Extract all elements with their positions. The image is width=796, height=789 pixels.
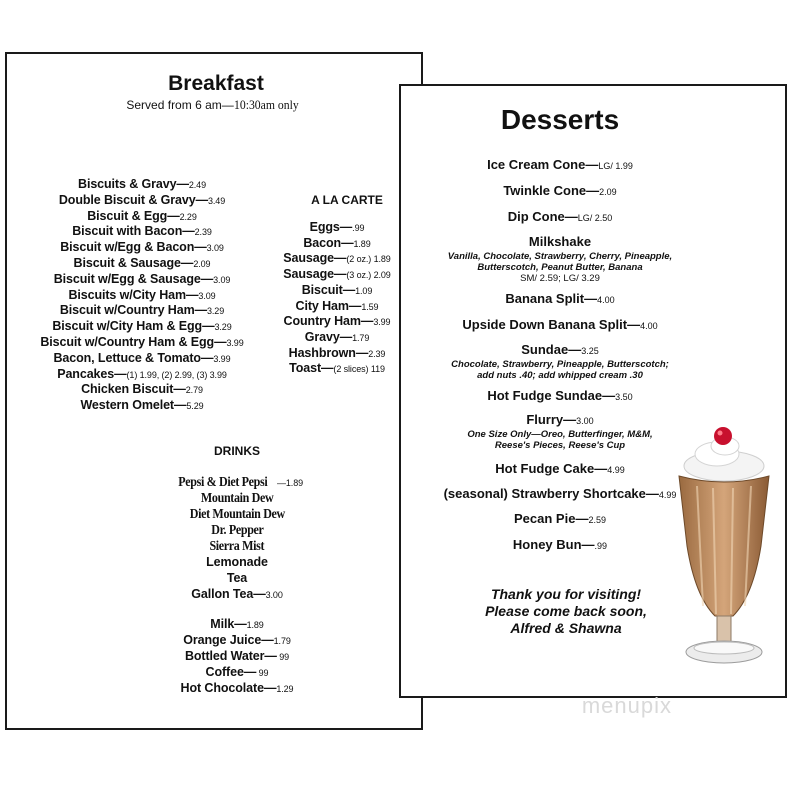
menu-item-name: Biscuit w/Egg & Bacon— [60,240,207,255]
menu-item-name: Biscuits & Gravy— [78,177,189,191]
a-la-carte-item [267,236,407,250]
menu-item-price: 3.99 [226,338,244,348]
menu-item-name: Biscuit & Sausage— [73,256,194,270]
drink-item [137,665,337,679]
thanks-line: Alfred & Shawna [510,620,622,636]
drink-item [137,681,337,695]
a-la-carte-item [267,267,407,281]
dessert-item [401,156,719,174]
dessert-price: 3.50 [615,392,633,402]
dessert-name: Hot Fudge Sundae— [487,388,616,403]
dessert-name: Milkshake [528,234,592,249]
menu-item-price: 3.49 [208,195,226,206]
breakfast-hours-prefix: Served from 6 am— [126,98,234,112]
menu-item-name: Toast— [289,361,334,376]
menu-item-name: Lemonade [206,555,268,569]
a-la-carte-item [267,314,407,328]
menu-item-name: City Ham— [295,298,362,313]
menu-item-price: 1.59 [361,301,379,312]
dessert-description: Chocolate, Strawberry, Pineapple, Butterscotch; [451,359,669,370]
menu-item-price: 3.29 [214,322,232,333]
a-la-carte-item [267,330,407,344]
menu-item-price: 3.99 [213,353,231,364]
watermark: menupix [581,693,672,718]
menu-item-name: Coffee— [205,665,257,679]
drink-item [137,555,337,569]
menu-item-price: 2.39 [368,348,386,359]
menu-item-name: Hot Chocolate— [180,681,277,695]
dessert-name: Pecan Pie— [514,511,589,526]
dessert-description: Vanilla, Chocolate, Strawberry, Cherry, Pineapple, [447,251,673,262]
a-la-carte-item [267,283,407,297]
menu-item-name: Gallon Tea— [191,587,266,601]
breakfast-item [7,240,277,254]
thanks-line: Please come back soon, [485,603,647,619]
dessert-price: .99 [594,541,608,551]
drink-item [137,523,337,539]
menu-item-name: Biscuit w/Egg & Sausage— [53,271,214,286]
breakfast-item [7,288,277,302]
breakfast-item [7,209,277,223]
drink-item [137,649,337,663]
breakfast-item [7,224,277,238]
menu-item-price: 1.89 [353,238,371,249]
menu-item-price: 5.29 [186,401,204,412]
menu-item-name: Gravy— [304,329,353,344]
menu-item-name: Pancakes— [57,366,127,381]
menu-item-name: Diet Mountain Dew [189,507,285,522]
dessert-price: 3.00 [576,416,594,426]
drink-item [137,539,337,555]
breakfast-item [7,256,277,270]
breakfast-item [7,303,277,317]
dessert-price: 4.00 [597,295,615,305]
menu-item-name: Biscuit w/Country Ham & Egg— [40,335,227,349]
menu-item-price: 2.49 [188,180,206,190]
breakfast-item [7,193,277,207]
dessert-description: Butterscotch, Peanut Butter, Banana [477,262,643,273]
menu-item-name: Double Biscuit & Gravy— [58,192,208,207]
menu-item-name: Biscuits w/City Ham— [68,287,199,302]
menu-item-price: (2 oz.) 1.89 [346,254,391,265]
desserts-title: Desserts [500,104,620,135]
drink-item [137,475,337,491]
dessert-name: Sundae— [521,342,582,357]
dessert-price: 3.25 [581,346,599,356]
menu-item-name: Biscuit w/City Ham & Egg— [52,319,215,334]
dessert-description: SM/ 2.59; LG/ 3.29 [520,273,600,284]
menu-item-price: 2.29 [179,211,197,222]
a-la-carte-item [267,346,407,360]
menu-item-price: 3.00 [265,590,283,600]
menu-item-name: Bacon, Lettuce & Tomato— [53,350,214,365]
menu-item-name: Sausage— [283,251,347,266]
drink-item [137,587,337,601]
dessert-name: Dip Cone— [507,209,578,224]
dessert-name: Flurry— [526,412,577,427]
menu-item-price: 1.89 [246,620,264,630]
dessert-name: Hot Fudge Cake— [495,461,608,476]
menu-item-price: 3.09 [206,243,224,254]
menu-item-name: Biscuit— [301,282,356,297]
breakfast-item [7,351,277,365]
breakfast-item [7,335,277,349]
dessert-price: 2.59 [588,515,606,525]
menu-item-price: 3.09 [213,274,231,285]
a-la-carte-item [267,361,407,375]
dessert-name: (seasonal) Strawberry Shortcake— [443,486,659,501]
drink-item [137,571,337,585]
menu-item-name: Tea [226,571,248,585]
a-la-carte-item [267,220,407,234]
menu-item-price: .99 [352,223,365,233]
dessert-price: LG/ 2.50 [577,213,613,223]
dessert-name: Honey Bun— [512,537,595,552]
menu-item-price: (3 oz.) 2.09 [346,270,391,281]
dessert-name: Banana Split— [505,291,598,306]
menu-item-name: Pepsi & Diet Pepsi [178,475,268,490]
breakfast-item [7,272,277,286]
breakfast-item [7,398,277,412]
menu-item-price: (2 slices) 119 [333,364,385,375]
menu-item-name: Chicken Biscuit— [81,382,186,397]
dessert-description: add nuts .40; add whipped cream .30 [477,370,643,381]
menu-item-name: Biscuit & Egg— [87,208,180,223]
menu-item-name: Eggs— [309,220,353,234]
menu-item-price: 1.79 [273,636,291,646]
dessert-description: Reese's Pieces, Reese's Cup [494,440,626,451]
menu-item-price: 2.39 [194,227,212,238]
menu-item-price: 1.29 [276,684,294,694]
dessert-item [401,341,719,381]
menu-item-price: 99 [276,652,290,662]
menu-item-price: —1.89 [274,478,304,488]
menu-item-name: Milk— [210,617,247,631]
dessert-item [401,182,719,200]
dessert-name: Ice Cream Cone— [487,157,599,172]
dessert-name: Twinkle Cone— [503,183,600,198]
menu-item-price: 2.09 [193,259,211,269]
menu-item-price: 2.79 [185,385,203,396]
drink-item [137,507,337,523]
milkshake-glass-icon [669,426,779,676]
dessert-price: 4.99 [607,465,625,475]
dessert-price: 4.99 [658,490,677,500]
dessert-description: One Size Only—Oreo, Butterfinger, M&M, [467,429,653,440]
menu-item-name: Western Omelet— [80,398,187,413]
breakfast-item [7,319,277,333]
menu-item-name: Sierra Mist [209,539,265,554]
thank-you-note [451,586,681,637]
menu-item-name: Bacon— [303,235,354,250]
menu-item-price: 1.09 [355,285,373,296]
menu-item-name: Bottled Water— [184,649,277,663]
breakfast-item [7,382,277,396]
drink-item [137,617,337,631]
menu-item-price: 3.09 [198,290,216,301]
menu-item-name: Mountain Dew [200,491,274,506]
menu-item-price: (1) 1.99, (2) 2.99, (3) 3.99 [126,369,227,380]
breakfast-hours [7,97,425,113]
menu-item-name: Biscuit w/Country Ham— [59,303,207,318]
menu-item-name: Orange Juice— [183,633,274,647]
dessert-price: 2.09 [599,187,617,197]
dessert-name: Upside Down Banana Split— [462,317,641,332]
drink-item [137,633,337,647]
menu-item-name: Hashbrown— [288,345,369,360]
drinks-title: DRINKS [213,444,260,458]
breakfast-hours-time: 10:30am only [233,97,299,112]
a-la-carte-item [267,299,407,313]
thanks-line: Thank you for visiting! [490,586,642,602]
breakfast-title: Breakfast [168,72,264,95]
a-la-carte-title: A LA CARTE [311,193,383,207]
dessert-price: 4.00 [640,321,658,331]
breakfast-item [7,177,277,191]
dessert-item [401,387,719,405]
desserts-panel [399,84,787,698]
menu-item-price: 3.29 [207,306,225,317]
breakfast-panel [5,52,423,730]
menu-item-name: Biscuit with Bacon— [72,224,195,239]
drink-item [137,491,337,507]
dessert-item [401,316,719,334]
dessert-item [401,208,719,226]
a-la-carte-item [267,251,407,265]
dessert-item [401,290,719,308]
menu-item-price: 99 [256,668,269,678]
dessert-item [401,233,719,284]
dessert-price: LG/ 1.99 [598,161,633,171]
menu-item-name: Dr. Pepper [210,523,264,538]
menu-item-name: Country Ham— [283,314,374,329]
menu-item-price: 3.99 [373,317,391,328]
menu-item-price: 1.79 [352,332,370,343]
menu-item-name: Sausage— [283,267,347,282]
breakfast-item [7,367,277,381]
